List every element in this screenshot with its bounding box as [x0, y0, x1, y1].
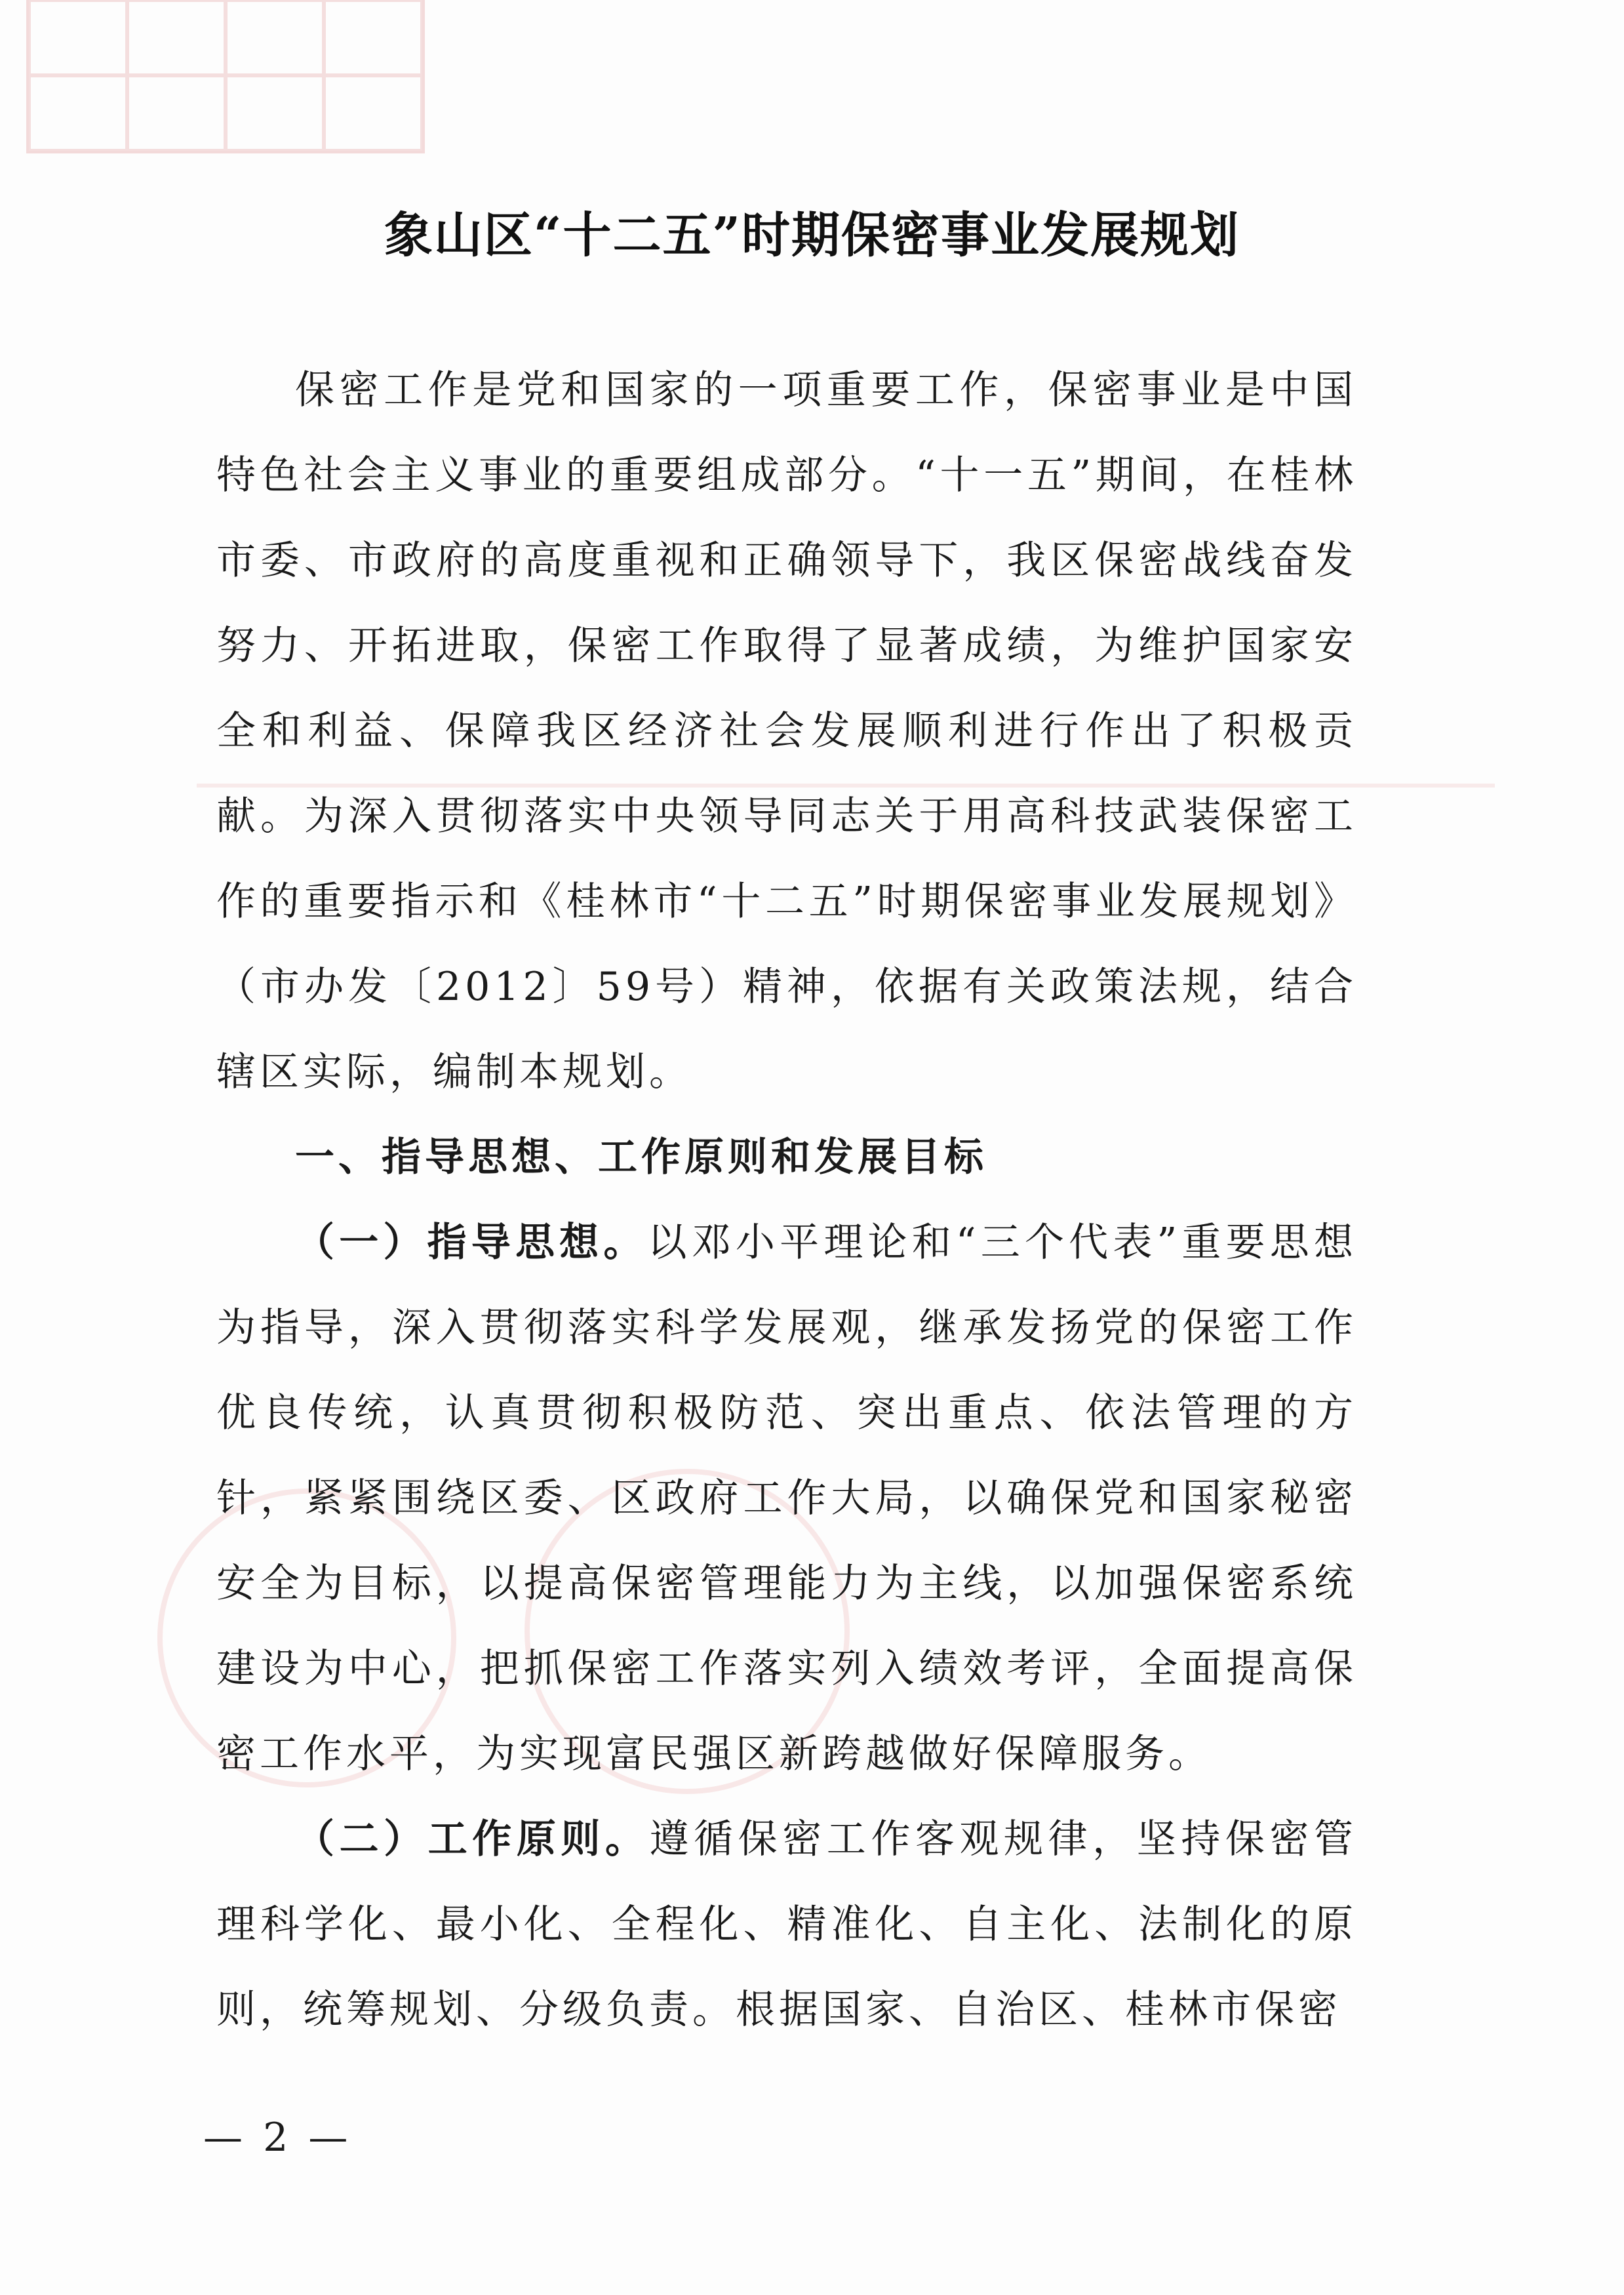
stamp-cell [226, 75, 324, 151]
principle-lead: （二）工作原则。 [295, 1816, 650, 1862]
stamp-cell [29, 0, 127, 75]
stamp-cell [226, 0, 324, 75]
guiding-lead: （一）指导思想。 [295, 1220, 648, 1266]
guiding-text: 以邓小平理论和“三个代表”重要思想为指导，深入贯彻落实科学发展观，继承发扬党的保密工作优良传统，认真贯彻积极防范、突出重点、依法管理的方针，紧紧围绕区委、区政府工作大局，以确保党和国家秘密安全为目标，以提高保密管理能力为主线，以加强保密系统建设为中心，把抓保密工作落实列入绩效考评，全面提高保密工作水平，为实现富民强区新跨越做好保障服务。 [216, 1220, 1357, 1777]
stamp-cell [29, 75, 127, 151]
principle-text: 遵循保密工作客观规律，坚持保密管理科学化、最小化、全程化、精准化、自主化、法制化的原则，统筹规划、分级负责。根据国家、自治区、桂林市保密 [216, 1816, 1358, 2033]
stamp-cell [324, 0, 422, 75]
registration-stamp-box [26, 0, 425, 153]
stamp-cell [324, 75, 422, 151]
stamp-cell [127, 75, 226, 151]
document-body [216, 348, 1357, 2052]
guiding-paragraph [216, 1200, 1357, 1797]
document-title: 象山区“十二五”时期保密事业发展规划 [384, 207, 1240, 264]
page-number: — 2 — [203, 2115, 352, 2161]
intro-paragraph: 保密工作是党和国家的一项重要工作，保密事业是中国特色社会主义事业的重要组成部分。“十一五”期间，在桂林市委、市政府的高度重视和正确领导下，我区保密战线奋发努力、开拓进取，保密工作取得了显著成绩，为维护国家安全和利益、保障我区经济社会发展顺利进行作出了积极贡献。为深入贯彻落实中央领导同志关于用高科技武装保密工作的重要指示和《桂林市“十二五”时期保密事业发展规划》（市办发〔2012〕59号）精神，依据有关政策法规，结合辖区实际，编制本规划。 [216, 367, 1357, 1095]
principle-paragraph [216, 1797, 1357, 2052]
section-heading: 一、指导思想、工作原则和发展目标 [295, 1134, 987, 1180]
stamp-cell [127, 0, 226, 75]
